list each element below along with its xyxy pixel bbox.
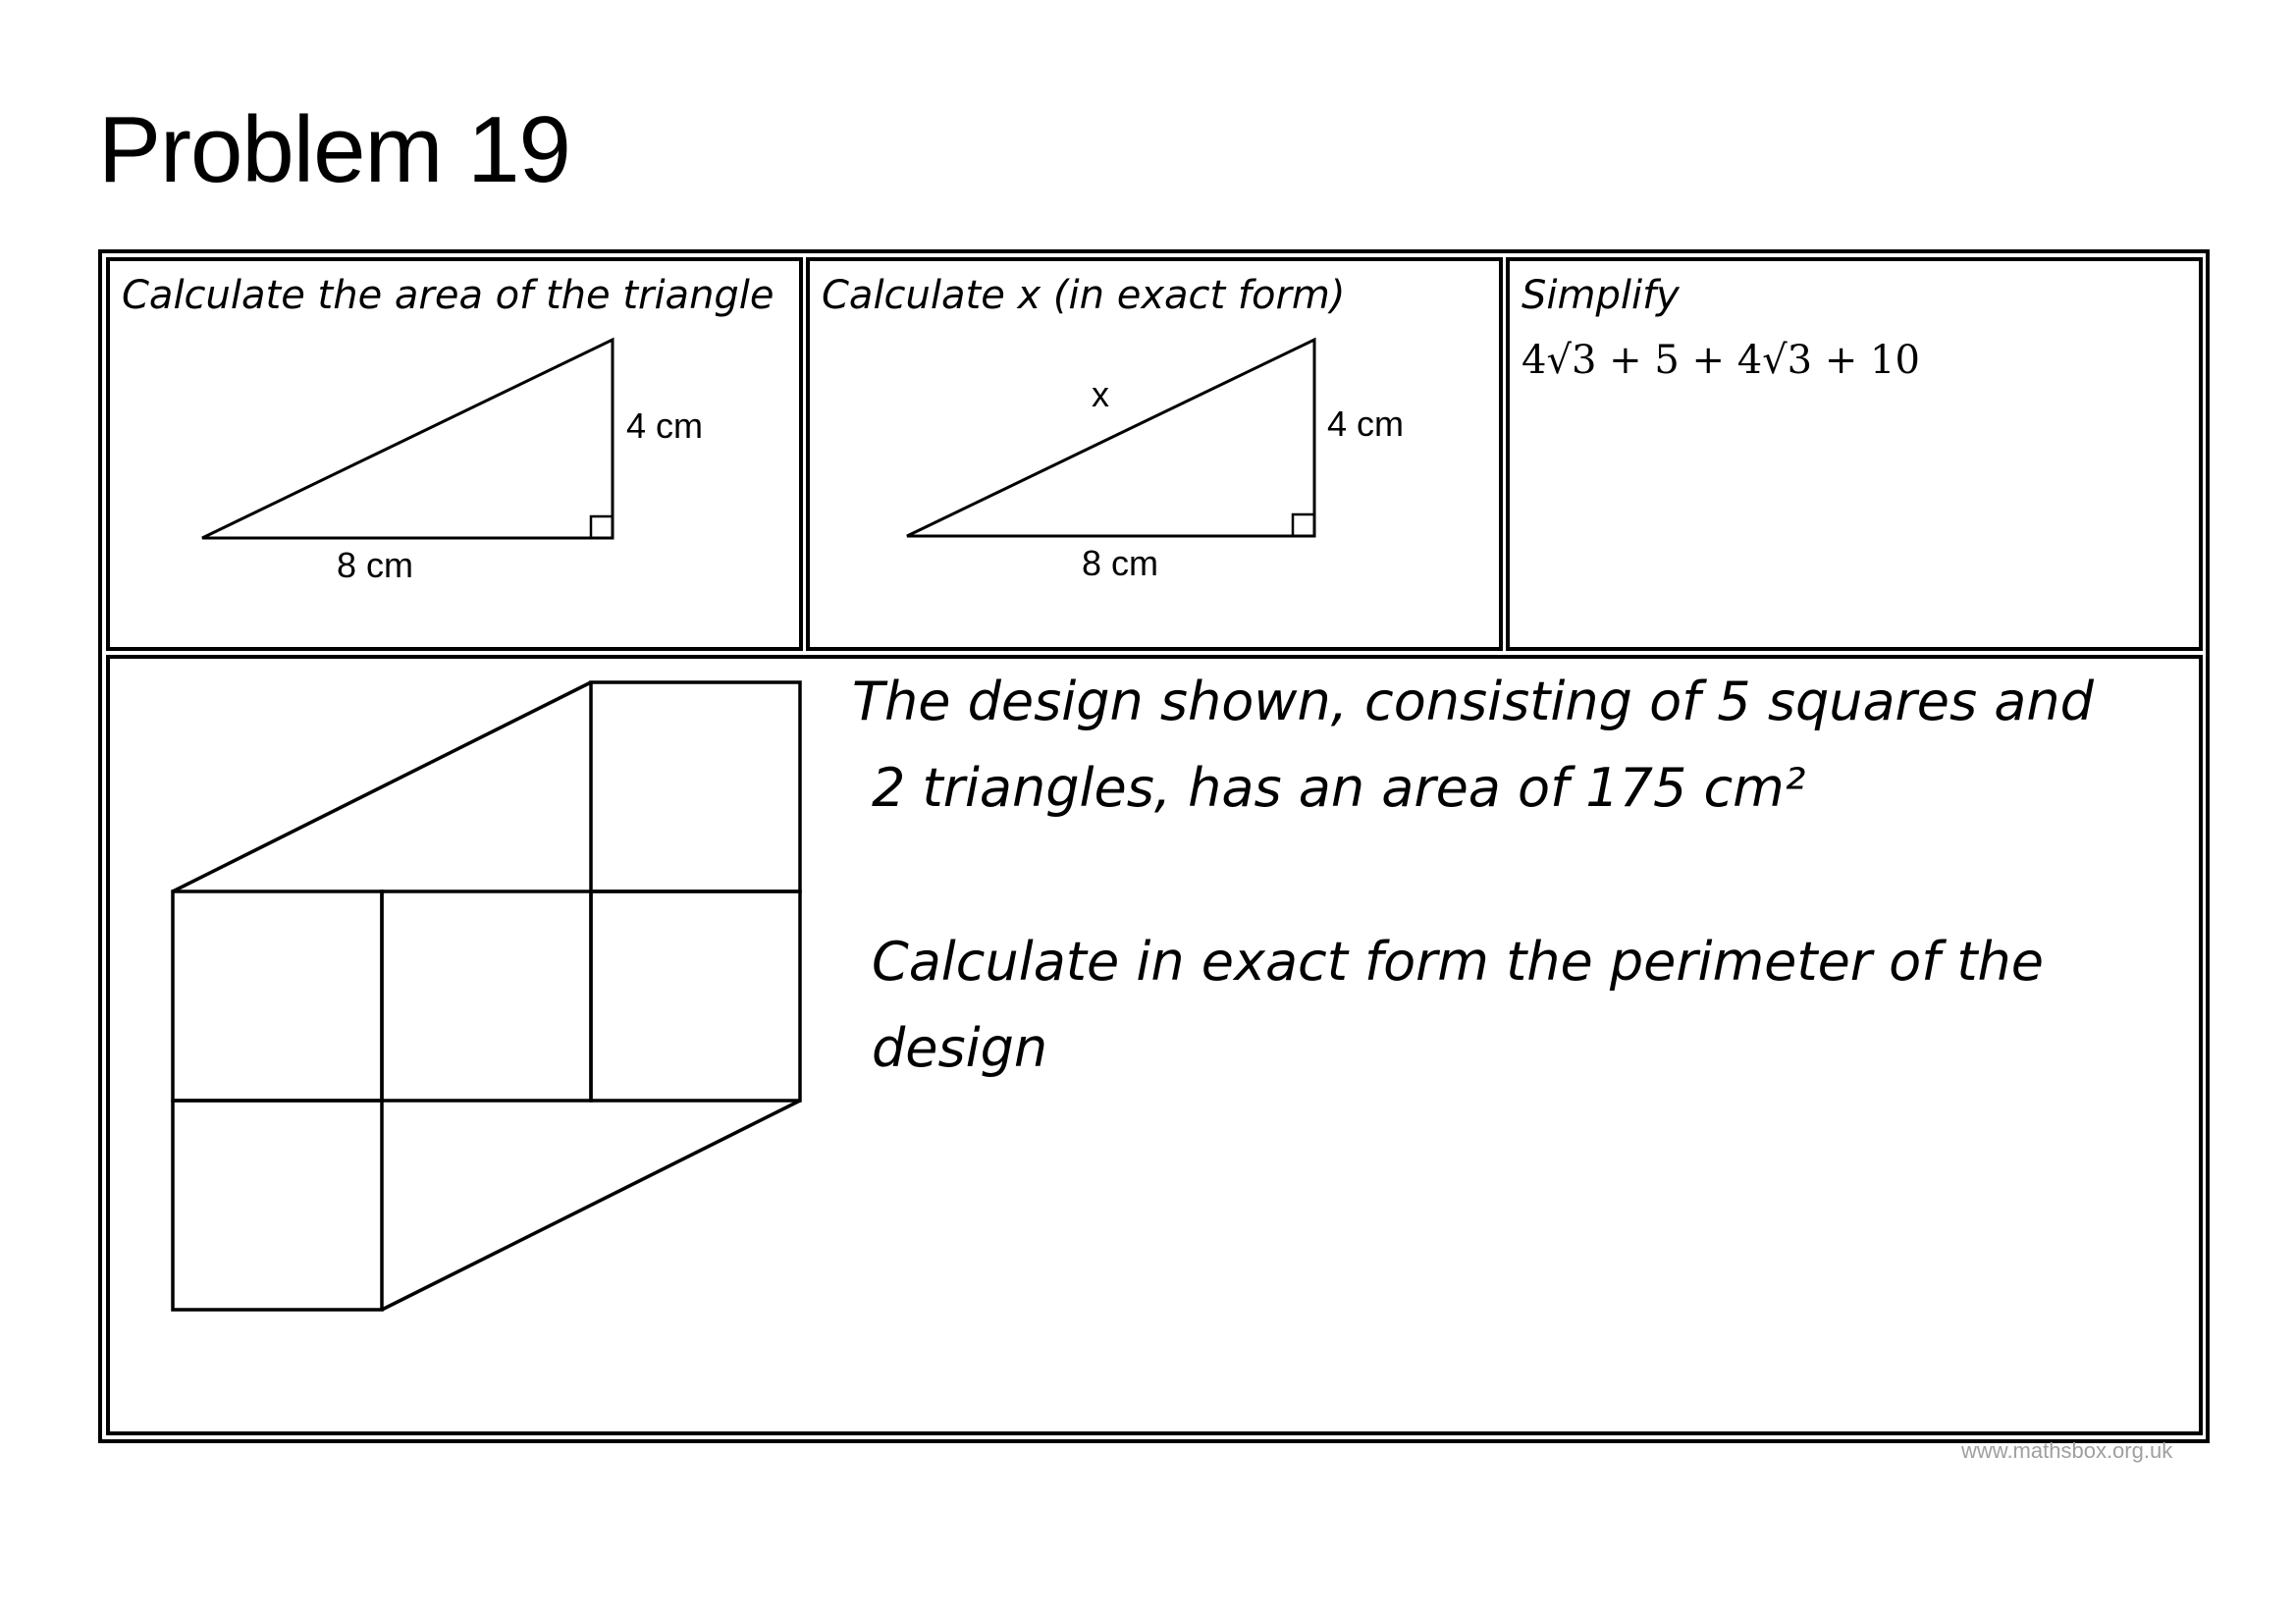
footer-url: www.mathsbox.org.uk bbox=[1961, 1438, 2173, 1463]
exact-x-triangle-diagram bbox=[810, 261, 1499, 647]
triangle-top bbox=[173, 682, 591, 891]
square-top bbox=[591, 682, 800, 891]
right-triangle bbox=[907, 340, 1314, 536]
square-middle-center bbox=[382, 891, 591, 1101]
right-angle-mark bbox=[1293, 514, 1314, 536]
square-bottom bbox=[173, 1101, 382, 1310]
surd-expression: 4√3 + 5 + 4√3 + 10 bbox=[1522, 338, 1920, 383]
cell-exact-x bbox=[806, 257, 1503, 651]
design-line-2: 2 triangles, has an area of 175 cm² bbox=[872, 757, 1806, 819]
exact-x-question: Calculate x (in exact form) bbox=[822, 273, 1346, 318]
design-line-3: Calculate in exact form the perimeter of the bbox=[872, 931, 2044, 993]
right-angle-mark bbox=[591, 516, 613, 538]
hypotenuse-label: x bbox=[1092, 374, 1109, 414]
square-middle-right bbox=[591, 891, 800, 1101]
cell-area-triangle bbox=[106, 257, 803, 651]
page-title: Problem 19 bbox=[98, 97, 570, 202]
right-triangle bbox=[202, 340, 613, 538]
simplify-question: Simplify bbox=[1522, 273, 1680, 318]
base-label: 8 cm bbox=[1081, 543, 1159, 583]
design-line-4: design bbox=[872, 1017, 1048, 1079]
design-line-1: The design shown, consisting of 5 squares and bbox=[852, 671, 2094, 732]
square-middle-left bbox=[173, 891, 382, 1101]
cell-design bbox=[106, 655, 2203, 1435]
side-label: 4 cm bbox=[626, 405, 704, 446]
area-triangle-diagram bbox=[110, 261, 799, 647]
area-question: Calculate the area of the triangle bbox=[122, 273, 774, 318]
triangle-bottom bbox=[382, 1101, 800, 1310]
cell-simplify bbox=[1506, 257, 2203, 651]
base-label: 8 cm bbox=[336, 545, 414, 585]
side-label: 4 cm bbox=[1327, 404, 1405, 444]
